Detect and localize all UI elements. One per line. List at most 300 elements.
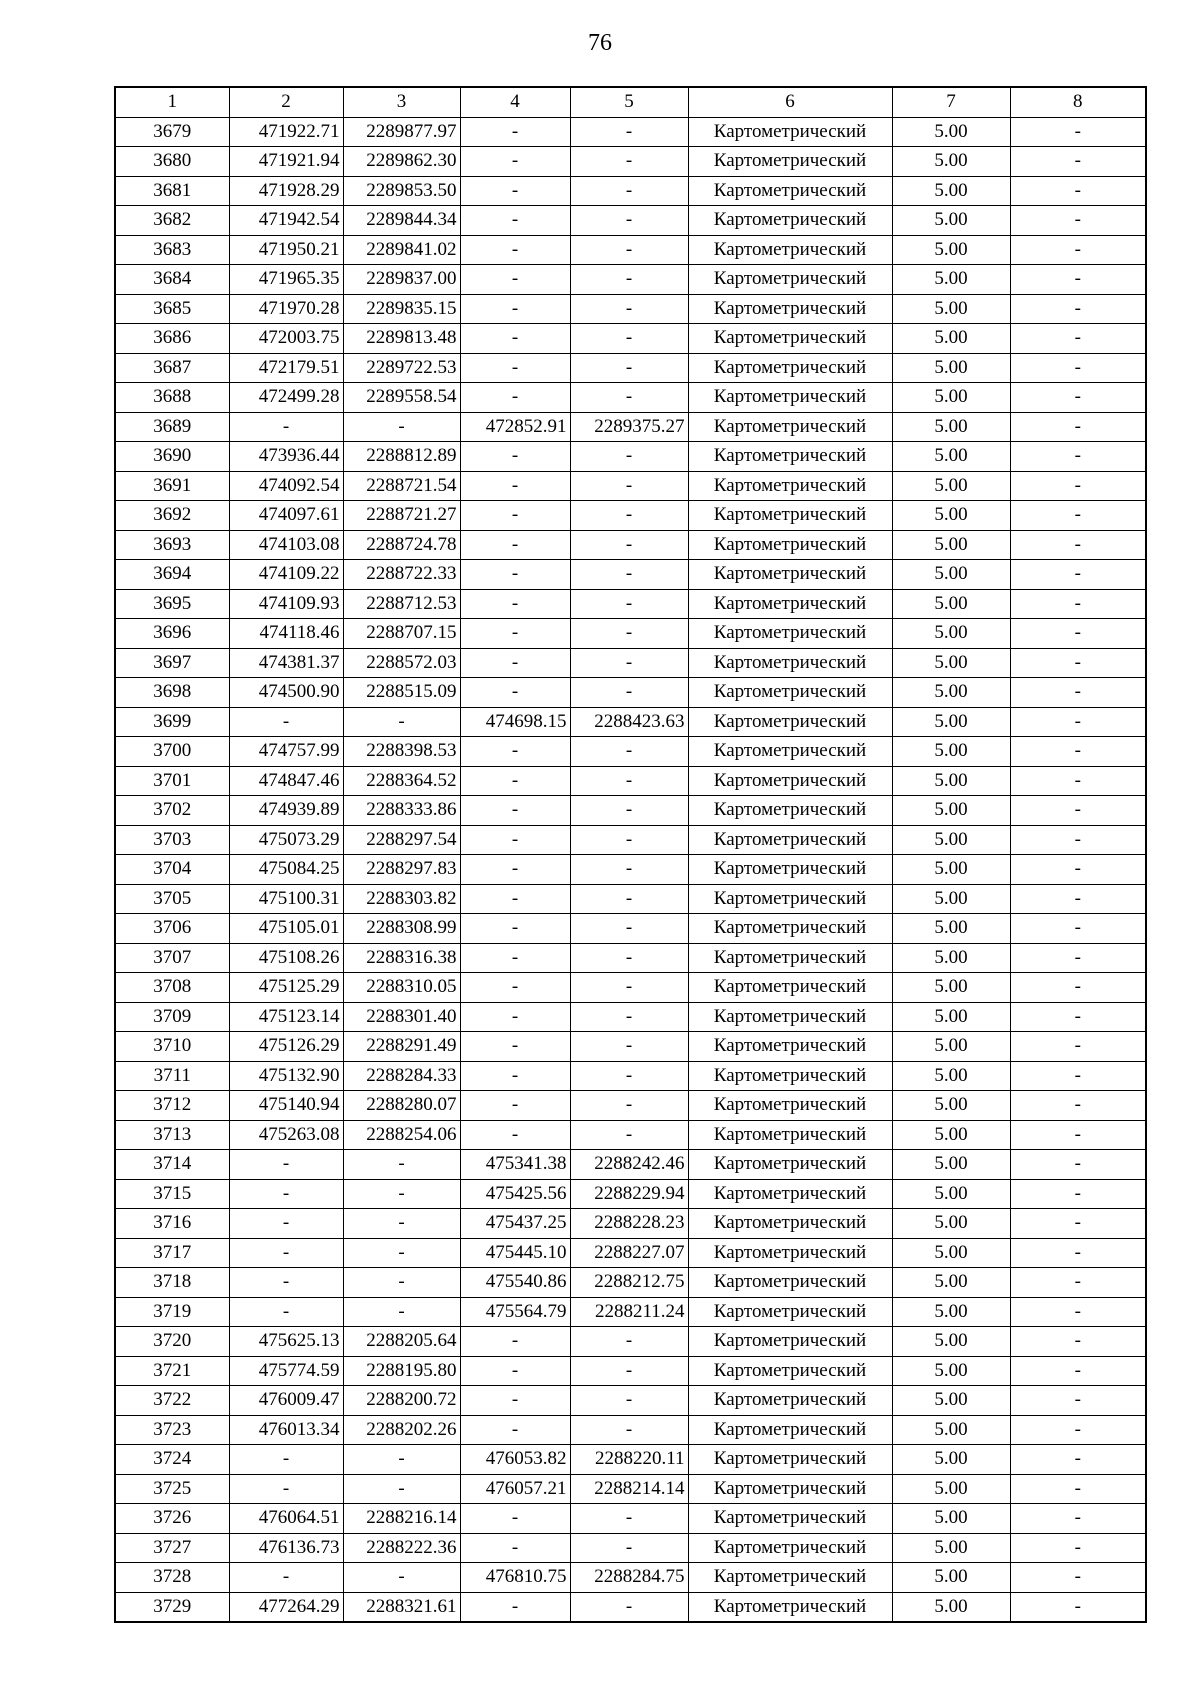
table-cell: 3724	[115, 1445, 229, 1475]
table-cell: 3693	[115, 530, 229, 560]
table-cell: 2288227.07	[570, 1238, 688, 1268]
table-cell: 475125.29	[229, 973, 343, 1003]
table-cell: 5.00	[892, 117, 1010, 147]
table-cell: 5.00	[892, 265, 1010, 295]
table-cell: 2288308.99	[343, 914, 460, 944]
table-row	[115, 324, 1146, 354]
table-cell: -	[570, 530, 688, 560]
table-cell: 2288724.78	[343, 530, 460, 560]
table-cell: 3718	[115, 1268, 229, 1298]
table-cell: Картометрический	[688, 884, 892, 914]
table-row	[115, 530, 1146, 560]
table-cell: -	[1010, 973, 1146, 1003]
table-cell: 2289722.53	[343, 353, 460, 383]
table-cell: Картометрический	[688, 1032, 892, 1062]
table-cell: 5.00	[892, 235, 1010, 265]
table-cell: Картометрический	[688, 973, 892, 1003]
table-cell: -	[460, 678, 570, 708]
table-cell: 5.00	[892, 943, 1010, 973]
table-cell: -	[460, 973, 570, 1003]
table-body	[115, 117, 1146, 1622]
table-row	[115, 707, 1146, 737]
table-cell: -	[1010, 1297, 1146, 1327]
table-cell: 3698	[115, 678, 229, 708]
table-row	[115, 501, 1146, 531]
table-cell: -	[460, 737, 570, 767]
table-cell: -	[570, 1504, 688, 1534]
table-cell: -	[460, 766, 570, 796]
table-cell: -	[460, 1504, 570, 1534]
table-cell: -	[460, 206, 570, 236]
table-cell: 2288423.63	[570, 707, 688, 737]
table-row	[115, 737, 1146, 767]
table-cell: 2288310.05	[343, 973, 460, 1003]
table-cell: 2288303.82	[343, 884, 460, 914]
table-cell: 3705	[115, 884, 229, 914]
table-cell: 3727	[115, 1533, 229, 1563]
table-cell: 3717	[115, 1238, 229, 1268]
column-header-2: 2	[229, 87, 343, 117]
table-cell: -	[343, 1268, 460, 1298]
table-cell: -	[229, 1563, 343, 1593]
table-cell: 2289375.27	[570, 412, 688, 442]
table-row	[115, 294, 1146, 324]
table-cell: -	[1010, 1474, 1146, 1504]
column-header-1: 1	[115, 87, 229, 117]
table-cell: Картометрический	[688, 501, 892, 531]
table-cell: 471922.71	[229, 117, 343, 147]
table-cell: 5.00	[892, 1533, 1010, 1563]
table-cell: 474500.90	[229, 678, 343, 708]
table-cell: -	[570, 442, 688, 472]
table-header-row	[115, 87, 1146, 117]
table-cell: 471970.28	[229, 294, 343, 324]
table-cell: 3685	[115, 294, 229, 324]
table-cell: 3681	[115, 176, 229, 206]
table-row	[115, 117, 1146, 147]
table-cell: 3715	[115, 1179, 229, 1209]
table-cell: 3728	[115, 1563, 229, 1593]
table-cell: 3703	[115, 825, 229, 855]
table-cell: 2288200.72	[343, 1386, 460, 1416]
table-cell: 3683	[115, 235, 229, 265]
table-cell: -	[1010, 1209, 1146, 1239]
table-cell: 2289835.15	[343, 294, 460, 324]
table-row	[115, 176, 1146, 206]
table-cell: 2288364.52	[343, 766, 460, 796]
table-cell: -	[343, 1474, 460, 1504]
table-cell: -	[1010, 855, 1146, 885]
table-cell: 472179.51	[229, 353, 343, 383]
table-cell: -	[1010, 1415, 1146, 1445]
table-cell: -	[1010, 1091, 1146, 1121]
table-cell: -	[229, 707, 343, 737]
table-cell: Картометрический	[688, 383, 892, 413]
table-cell: -	[460, 1415, 570, 1445]
table-cell: -	[1010, 206, 1146, 236]
table-row	[115, 412, 1146, 442]
table-cell: -	[570, 1091, 688, 1121]
table-cell: 3723	[115, 1415, 229, 1445]
table-cell: 5.00	[892, 471, 1010, 501]
table-cell: 3700	[115, 737, 229, 767]
table-cell: -	[570, 737, 688, 767]
table-cell: -	[1010, 884, 1146, 914]
table-cell: 476136.73	[229, 1533, 343, 1563]
column-header-6: 6	[688, 87, 892, 117]
table-cell: Картометрический	[688, 1327, 892, 1357]
table-cell: -	[570, 943, 688, 973]
table-cell: -	[1010, 1356, 1146, 1386]
table-cell: 3679	[115, 117, 229, 147]
table-cell: -	[1010, 383, 1146, 413]
table-row	[115, 1179, 1146, 1209]
table-cell: -	[460, 176, 570, 206]
table-cell: 476057.21	[460, 1474, 570, 1504]
table-cell: 5.00	[892, 884, 1010, 914]
table-cell: 3689	[115, 412, 229, 442]
table-cell: -	[343, 1445, 460, 1475]
table-cell: 2289558.54	[343, 383, 460, 413]
table-cell: 5.00	[892, 707, 1010, 737]
table-row	[115, 442, 1146, 472]
table-cell: Картометрический	[688, 1563, 892, 1593]
table-cell: 475084.25	[229, 855, 343, 885]
table-cell: Картометрический	[688, 560, 892, 590]
table-cell: 2288333.86	[343, 796, 460, 826]
table-cell: -	[460, 265, 570, 295]
table-cell: Картометрический	[688, 589, 892, 619]
table-cell: 2288202.26	[343, 1415, 460, 1445]
column-header-4: 4	[460, 87, 570, 117]
table-cell: 475774.59	[229, 1356, 343, 1386]
table-cell: Картометрический	[688, 1504, 892, 1534]
table-cell: 3729	[115, 1592, 229, 1622]
table-cell: 3709	[115, 1002, 229, 1032]
table-cell: 3692	[115, 501, 229, 531]
table-cell: 3684	[115, 265, 229, 295]
table-cell: Картометрический	[688, 176, 892, 206]
table-cell: -	[229, 1268, 343, 1298]
table-row	[115, 1445, 1146, 1475]
table-cell: Картометрический	[688, 412, 892, 442]
table-cell: Картометрический	[688, 147, 892, 177]
table-cell: 5.00	[892, 206, 1010, 236]
table-cell: -	[570, 1002, 688, 1032]
table-cell: 2288216.14	[343, 1504, 460, 1534]
table-cell: -	[1010, 943, 1146, 973]
table-cell: -	[229, 1474, 343, 1504]
table-cell: 5.00	[892, 1002, 1010, 1032]
table-cell: -	[1010, 117, 1146, 147]
table-cell: 475126.29	[229, 1032, 343, 1062]
table-cell: 2288297.83	[343, 855, 460, 885]
table-row	[115, 1592, 1146, 1622]
table-cell: -	[460, 884, 570, 914]
table-cell: 474103.08	[229, 530, 343, 560]
table-cell: 475625.13	[229, 1327, 343, 1357]
table-row	[115, 1504, 1146, 1534]
table-cell: -	[1010, 796, 1146, 826]
table-cell: 3714	[115, 1150, 229, 1180]
table-cell: -	[343, 1150, 460, 1180]
table-row	[115, 973, 1146, 1003]
table-cell: -	[1010, 1002, 1146, 1032]
table-cell: 2288572.03	[343, 648, 460, 678]
table-cell: Картометрический	[688, 530, 892, 560]
table-cell: 475105.01	[229, 914, 343, 944]
table-cell: 475564.79	[460, 1297, 570, 1327]
table-cell: 2288242.46	[570, 1150, 688, 1180]
table-cell: 2289844.34	[343, 206, 460, 236]
table-cell: 475073.29	[229, 825, 343, 855]
table-cell: 474847.46	[229, 766, 343, 796]
column-header-8: 8	[1010, 87, 1146, 117]
table-cell: Картометрический	[688, 1386, 892, 1416]
table-cell: -	[570, 825, 688, 855]
table-row	[115, 206, 1146, 236]
table-cell: 2288291.49	[343, 1032, 460, 1062]
column-header-7: 7	[892, 87, 1010, 117]
table-cell: -	[1010, 265, 1146, 295]
table-cell: Картометрический	[688, 442, 892, 472]
table-row	[115, 1415, 1146, 1445]
table-cell: 3721	[115, 1356, 229, 1386]
table-cell: 471950.21	[229, 235, 343, 265]
table-cell: Картометрический	[688, 1061, 892, 1091]
table-cell: -	[570, 294, 688, 324]
table-row	[115, 147, 1146, 177]
table-cell: -	[460, 147, 570, 177]
table-cell: Картометрический	[688, 117, 892, 147]
table-row	[115, 1091, 1146, 1121]
table-cell: -	[229, 1150, 343, 1180]
table-cell: -	[1010, 1150, 1146, 1180]
table-cell: 5.00	[892, 530, 1010, 560]
table-cell: -	[1010, 1238, 1146, 1268]
table-cell: -	[229, 1179, 343, 1209]
table-row	[115, 1327, 1146, 1357]
table-cell: 2288515.09	[343, 678, 460, 708]
table-cell: 471928.29	[229, 176, 343, 206]
table-cell: 5.00	[892, 825, 1010, 855]
table-cell: -	[460, 1386, 570, 1416]
table-cell: 5.00	[892, 796, 1010, 826]
table-cell: 5.00	[892, 1563, 1010, 1593]
table-cell: 5.00	[892, 1061, 1010, 1091]
table-cell: 2288722.33	[343, 560, 460, 590]
table-cell: -	[460, 648, 570, 678]
table-row	[115, 235, 1146, 265]
table-cell: 5.00	[892, 1150, 1010, 1180]
table-cell: 3725	[115, 1474, 229, 1504]
table-row	[115, 1238, 1146, 1268]
table-cell: 3695	[115, 589, 229, 619]
table-cell: 2288195.80	[343, 1356, 460, 1386]
table-row	[115, 766, 1146, 796]
table-cell: Картометрический	[688, 1091, 892, 1121]
table-cell: 5.00	[892, 1504, 1010, 1534]
table-cell: -	[570, 353, 688, 383]
table-cell: 5.00	[892, 855, 1010, 885]
table-cell: 2288721.27	[343, 501, 460, 531]
table-cell: 5.00	[892, 619, 1010, 649]
table-row	[115, 678, 1146, 708]
table-cell: -	[460, 796, 570, 826]
table-row	[115, 619, 1146, 649]
table-cell: 2288228.23	[570, 1209, 688, 1239]
table-cell: -	[229, 1445, 343, 1475]
table-cell: -	[570, 589, 688, 619]
table-cell: Картометрический	[688, 1002, 892, 1032]
table-cell: 2288316.38	[343, 943, 460, 973]
table-cell: Картометрический	[688, 825, 892, 855]
table-cell: 5.00	[892, 412, 1010, 442]
table-row	[115, 1002, 1146, 1032]
table-cell: -	[460, 442, 570, 472]
table-cell: -	[1010, 1120, 1146, 1150]
table-row	[115, 1061, 1146, 1091]
table-cell: 2288812.89	[343, 442, 460, 472]
table-cell: -	[460, 353, 570, 383]
table-row	[115, 1032, 1146, 1062]
table-cell: -	[570, 471, 688, 501]
table-cell: 5.00	[892, 1209, 1010, 1239]
table-cell: Картометрический	[688, 1297, 892, 1327]
table-cell: Картометрический	[688, 471, 892, 501]
table-cell: Картометрический	[688, 707, 892, 737]
table-cell: 2288707.15	[343, 619, 460, 649]
table-cell: -	[460, 383, 570, 413]
table-cell: -	[343, 1238, 460, 1268]
table-cell: 3697	[115, 648, 229, 678]
table-cell: -	[343, 412, 460, 442]
table-cell: -	[1010, 501, 1146, 531]
table-cell: -	[1010, 914, 1146, 944]
table-cell: -	[1010, 235, 1146, 265]
table-row	[115, 383, 1146, 413]
table-cell: 5.00	[892, 1474, 1010, 1504]
table-cell: -	[1010, 1445, 1146, 1475]
table-cell: -	[343, 1563, 460, 1593]
table-cell: Картометрический	[688, 294, 892, 324]
table-cell: 3701	[115, 766, 229, 796]
table-cell: 2288254.06	[343, 1120, 460, 1150]
table-cell: Картометрический	[688, 235, 892, 265]
table-cell: 2289837.00	[343, 265, 460, 295]
table-cell: Картометрический	[688, 1592, 892, 1622]
table-cell: -	[460, 117, 570, 147]
table-cell: -	[460, 619, 570, 649]
table-cell: -	[460, 825, 570, 855]
table-cell: -	[1010, 766, 1146, 796]
table-cell: -	[229, 1238, 343, 1268]
table-cell: -	[570, 501, 688, 531]
table-cell: -	[1010, 589, 1146, 619]
table-cell: -	[570, 973, 688, 1003]
table-cell: 5.00	[892, 648, 1010, 678]
table-cell: 5.00	[892, 1415, 1010, 1445]
table-cell: 2288297.54	[343, 825, 460, 855]
table-cell: Картометрический	[688, 206, 892, 236]
table-cell: 475132.90	[229, 1061, 343, 1091]
table-cell: 5.00	[892, 560, 1010, 590]
table-cell: -	[1010, 471, 1146, 501]
table-cell: 476009.47	[229, 1386, 343, 1416]
table-cell: -	[1010, 1327, 1146, 1357]
table-cell: 5.00	[892, 1445, 1010, 1475]
table-cell: 477264.29	[229, 1592, 343, 1622]
table-cell: Картометрический	[688, 1179, 892, 1209]
table-cell: -	[460, 1120, 570, 1150]
table-cell: 5.00	[892, 678, 1010, 708]
table-row	[115, 943, 1146, 973]
table-cell: 473936.44	[229, 442, 343, 472]
table-cell: 2288229.94	[570, 1179, 688, 1209]
table-cell: -	[1010, 147, 1146, 177]
table-cell: -	[570, 383, 688, 413]
table-cell: 475140.94	[229, 1091, 343, 1121]
table-cell: -	[570, 176, 688, 206]
table-cell: 476064.51	[229, 1504, 343, 1534]
table-cell: -	[1010, 1061, 1146, 1091]
table-cell: -	[570, 1533, 688, 1563]
table-cell: 2288721.54	[343, 471, 460, 501]
table-cell: 3682	[115, 206, 229, 236]
table-cell: -	[570, 117, 688, 147]
table-cell: 476810.75	[460, 1563, 570, 1593]
table-cell: -	[343, 1179, 460, 1209]
table-cell: Картометрический	[688, 766, 892, 796]
column-header-5: 5	[570, 87, 688, 117]
table-cell: -	[570, 648, 688, 678]
table-row	[115, 1386, 1146, 1416]
table-cell: -	[1010, 648, 1146, 678]
table-cell: -	[460, 560, 570, 590]
table-cell: -	[229, 1209, 343, 1239]
table-cell: 5.00	[892, 1356, 1010, 1386]
table-cell: Картометрический	[688, 943, 892, 973]
table-cell: 3702	[115, 796, 229, 826]
table-cell: -	[1010, 678, 1146, 708]
table-cell: 474757.99	[229, 737, 343, 767]
table-cell: Картометрический	[688, 678, 892, 708]
table-row	[115, 914, 1146, 944]
table-cell: 2288212.75	[570, 1268, 688, 1298]
table-cell: 2288211.24	[570, 1297, 688, 1327]
table-cell: Картометрический	[688, 737, 892, 767]
table-cell: Картометрический	[688, 1120, 892, 1150]
table-cell: 3691	[115, 471, 229, 501]
table-cell: -	[1010, 825, 1146, 855]
table-cell: 3680	[115, 147, 229, 177]
table-cell: -	[460, 324, 570, 354]
table-cell: 3711	[115, 1061, 229, 1091]
table-cell: 2288321.61	[343, 1592, 460, 1622]
table-cell: -	[570, 678, 688, 708]
table-cell: Картометрический	[688, 1268, 892, 1298]
table-cell: 3688	[115, 383, 229, 413]
table-cell: Картометрический	[688, 1209, 892, 1239]
table-cell: 3694	[115, 560, 229, 590]
table-cell: 3696	[115, 619, 229, 649]
table-cell: 3722	[115, 1386, 229, 1416]
table-cell: 3726	[115, 1504, 229, 1534]
table-cell: -	[1010, 1268, 1146, 1298]
table-cell: -	[570, 1415, 688, 1445]
table-cell: -	[460, 235, 570, 265]
table-cell: 475445.10	[460, 1238, 570, 1268]
